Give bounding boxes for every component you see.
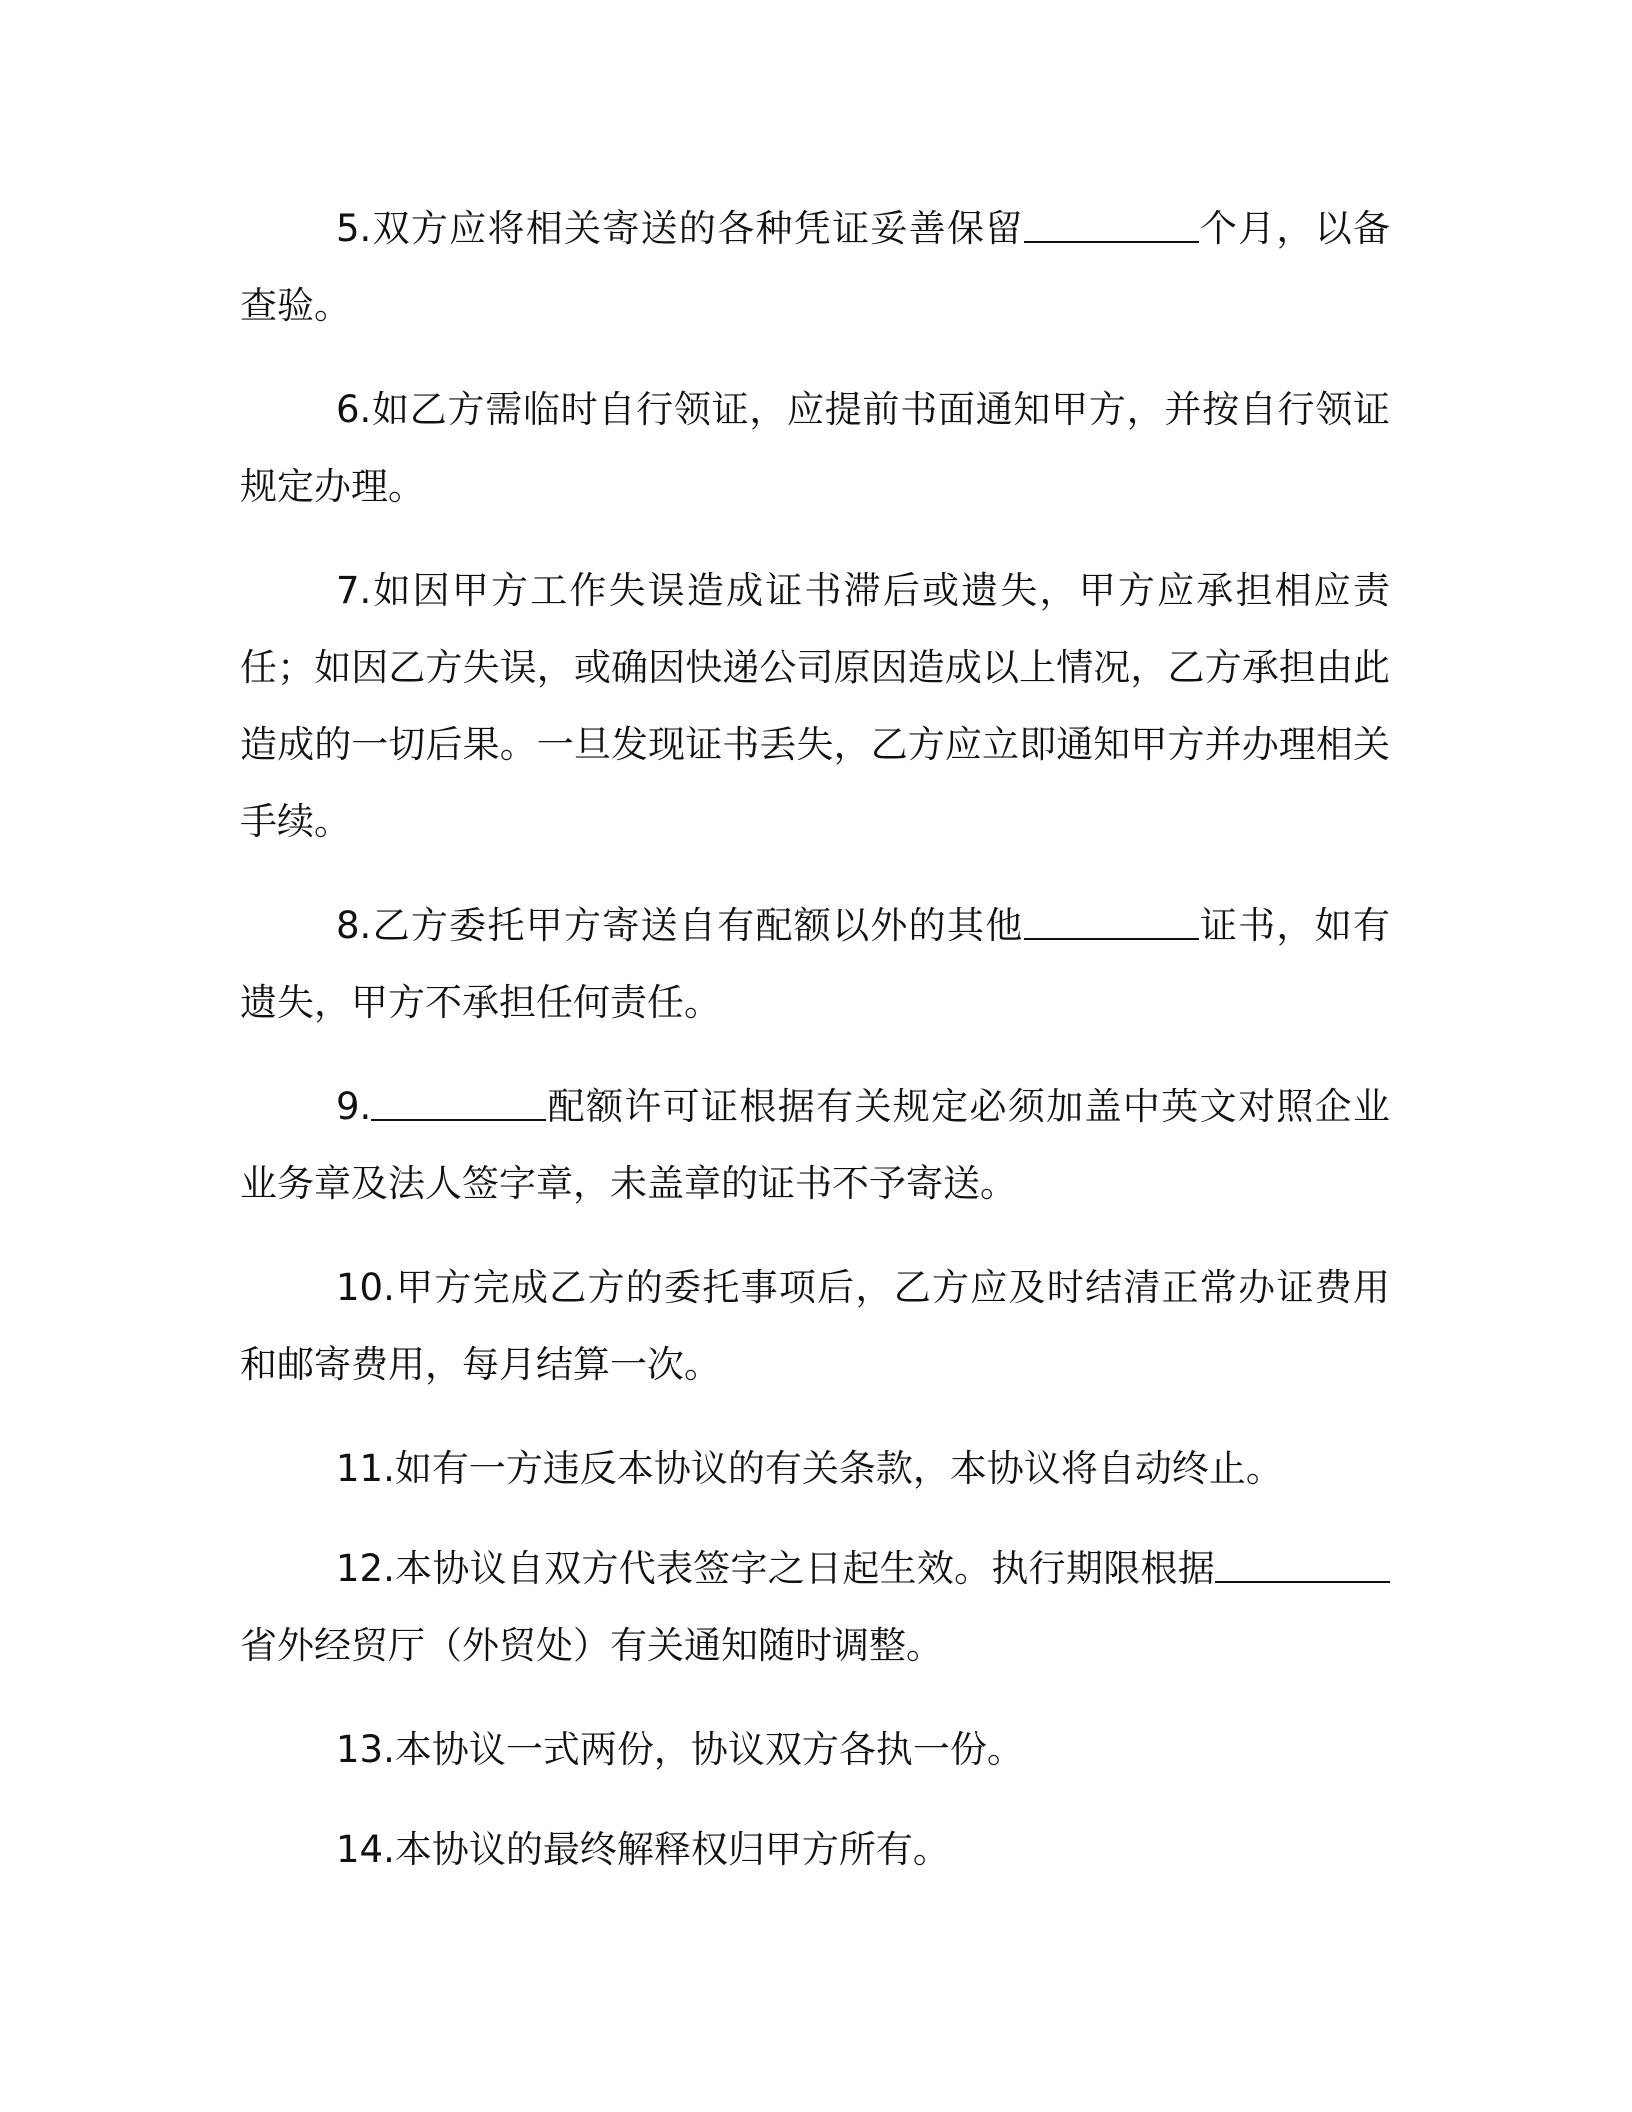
clause-6: 6.如乙方需临时自行领证，应提前书面通知甲方，并按自行领证规定办理。 [240,388,1390,508]
clause-7: 7.如因甲方工作失误造成证书滞后或遗失，甲方应承担相应责任；如因乙方失误，或确因快递公司原因造成以上情况，乙方承担由此造成的一切后果。一旦发现证书丢失，乙方应立即通知甲方并办理相关手续。 [240,569,1390,843]
clause-12-blank [1215,1544,1390,1583]
clause-8-text-after: 证书，如有遗失，甲方不承担任何责任。 [240,904,1391,1024]
clause-5 [240,190,1390,344]
clause-8-blank [1024,901,1199,940]
clause-9-blank [371,1082,546,1121]
document-body [240,190,1390,1915]
clause-11: 11.如有一方违反本协议的有关条款，本协议将自动终止。 [336,1447,1283,1490]
clause-12-text-before: 12.本协议自双方代表签字之日起生效。执行期限根据 [336,1547,1215,1590]
clause-9-text-after: 配额许可证根据有关规定必须加盖中英文对照企业业务章及法人签字章，未盖章的证书不予寄送。 [240,1085,1390,1205]
clause-5-text-after: 个月，以备查验。 [240,207,1391,327]
clause-10: 10.甲方完成乙方的委托事项后，乙方应及时结清正常办证费用和邮寄费用，每月结算一次。 [240,1266,1390,1386]
clause-14: 14.本协议的最终解释权归甲方所有。 [336,1828,950,1871]
clause-9-text-before: 9. [336,1085,372,1128]
clause-5-text-before: 5.双方应将相关寄送的各种凭证妥善保留 [336,207,1024,250]
clause-12-text-after: 省外经贸厅（外贸处）有关通知随时调整。 [240,1624,943,1667]
clause-8 [240,887,1390,1041]
clause-8-text-before: 8.乙方委托甲方寄送自有配额以外的其他 [336,904,1024,947]
clause-12 [240,1530,1390,1684]
clause-9 [240,1068,1390,1222]
clause-5-blank [1024,204,1199,243]
clause-13: 13.本协议一式两份，协议双方各执一份。 [336,1728,1024,1771]
